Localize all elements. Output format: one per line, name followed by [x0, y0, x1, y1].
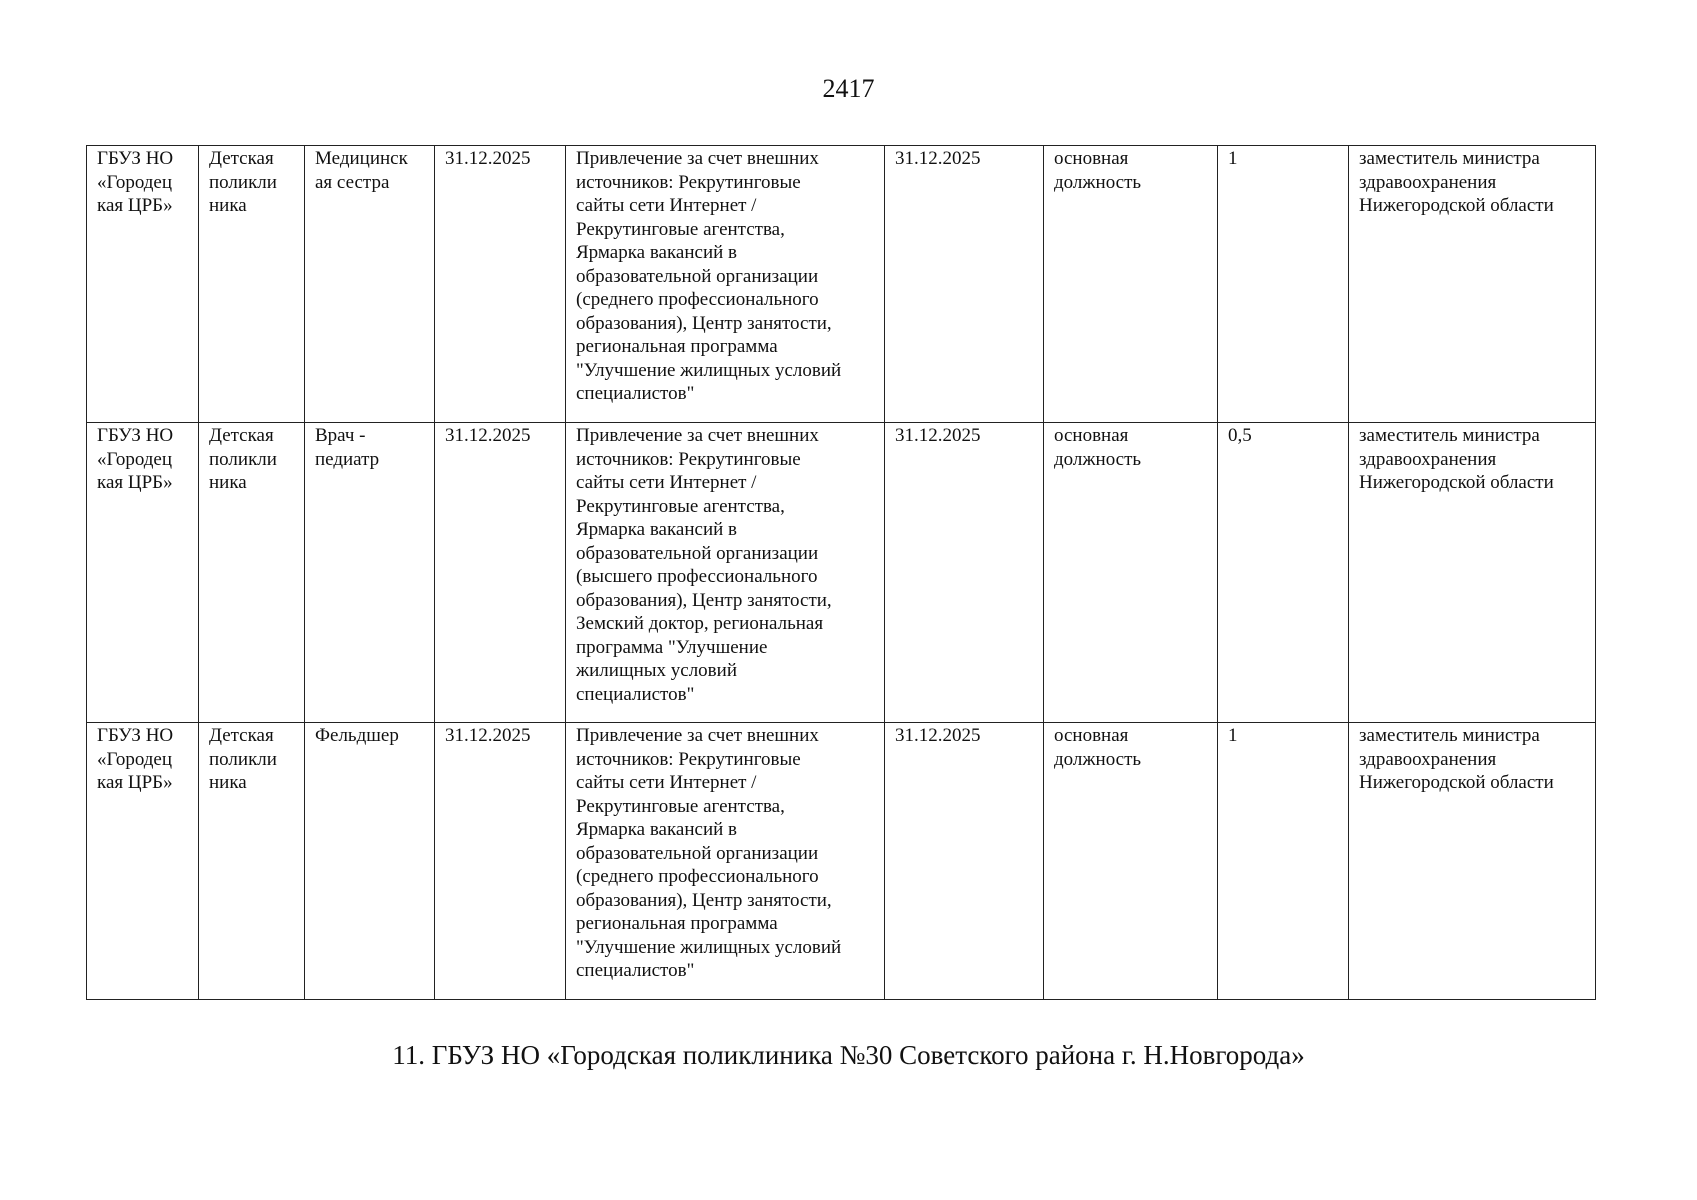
- cell-measures: Привлечение за счет внешних источников: Рекрутинговые сайты сети Интернет / Рекрутинговые агентства, Ярмарка вакансий в образовательной организации (среднего профессионального образования), Центр занятости, региональная программа "Улучшение жилищных условий специалистов": [566, 723, 885, 1000]
- table-row: [87, 723, 1596, 1000]
- vacancy-table: [86, 145, 1596, 1000]
- cell-vacancy-date: 31.12.2025: [435, 723, 566, 1000]
- cell-organization: ГБУЗ НО «Городец кая ЦРБ»: [87, 423, 199, 723]
- cell-measures: Привлечение за счет внешних источников: Рекрутинговые сайты сети Интернет / Рекрутинговые агентства, Ярмарка вакансий в образовательной организации (среднего профессионального образования), Центр занятости, региональная программа "Улучшение жилищных условий специалистов": [566, 146, 885, 423]
- cell-vacancy-date: 31.12.2025: [435, 423, 566, 723]
- cell-vacancy-date: 31.12.2025: [435, 146, 566, 423]
- cell-unit: Детская поликли ника: [199, 146, 305, 423]
- cell-measures: Привлечение за счет внешних источников: Рекрутинговые сайты сети Интернет / Рекрутинговые агентства, Ярмарка вакансий в образовательной организации (высшего профессионального образования), Центр занятости, Земский доктор, региональная программа "Улучшение жилищных условий специалистов": [566, 423, 885, 723]
- cell-deadline-date: 31.12.2025: [885, 146, 1044, 423]
- cell-responsible: заместитель министра здравоохранения Нижегородской области: [1349, 423, 1596, 723]
- cell-responsible: заместитель министра здравоохранения Нижегородской области: [1349, 723, 1596, 1000]
- cell-position: Фельдшер: [305, 723, 435, 1000]
- cell-deadline-date: 31.12.2025: [885, 423, 1044, 723]
- cell-organization: ГБУЗ НО «Городец кая ЦРБ»: [87, 146, 199, 423]
- cell-rate: 1: [1218, 146, 1349, 423]
- cell-organization: ГБУЗ НО «Городец кая ЦРБ»: [87, 723, 199, 1000]
- section-heading: 11. ГБУЗ НО «Городская поликлиника №30 Советского района г. Н.Новгорода»: [392, 1040, 1305, 1070]
- table-row: [87, 146, 1596, 423]
- cell-position-type: основная должность: [1044, 146, 1218, 423]
- cell-position: Врач - педиатр: [305, 423, 435, 723]
- cell-position-type: основная должность: [1044, 723, 1218, 1000]
- cell-deadline-date: 31.12.2025: [885, 723, 1044, 1000]
- cell-rate: 1: [1218, 723, 1349, 1000]
- cell-responsible: заместитель министра здравоохранения Нижегородской области: [1349, 146, 1596, 423]
- table-row: [87, 423, 1596, 723]
- cell-unit: Детская поликли ника: [199, 723, 305, 1000]
- page-number: 2417: [822, 74, 875, 103]
- cell-position-type: основная должность: [1044, 423, 1218, 723]
- cell-rate: 0,5: [1218, 423, 1349, 723]
- cell-unit: Детская поликли ника: [199, 423, 305, 723]
- cell-position: Медицинск ая сестра: [305, 146, 435, 423]
